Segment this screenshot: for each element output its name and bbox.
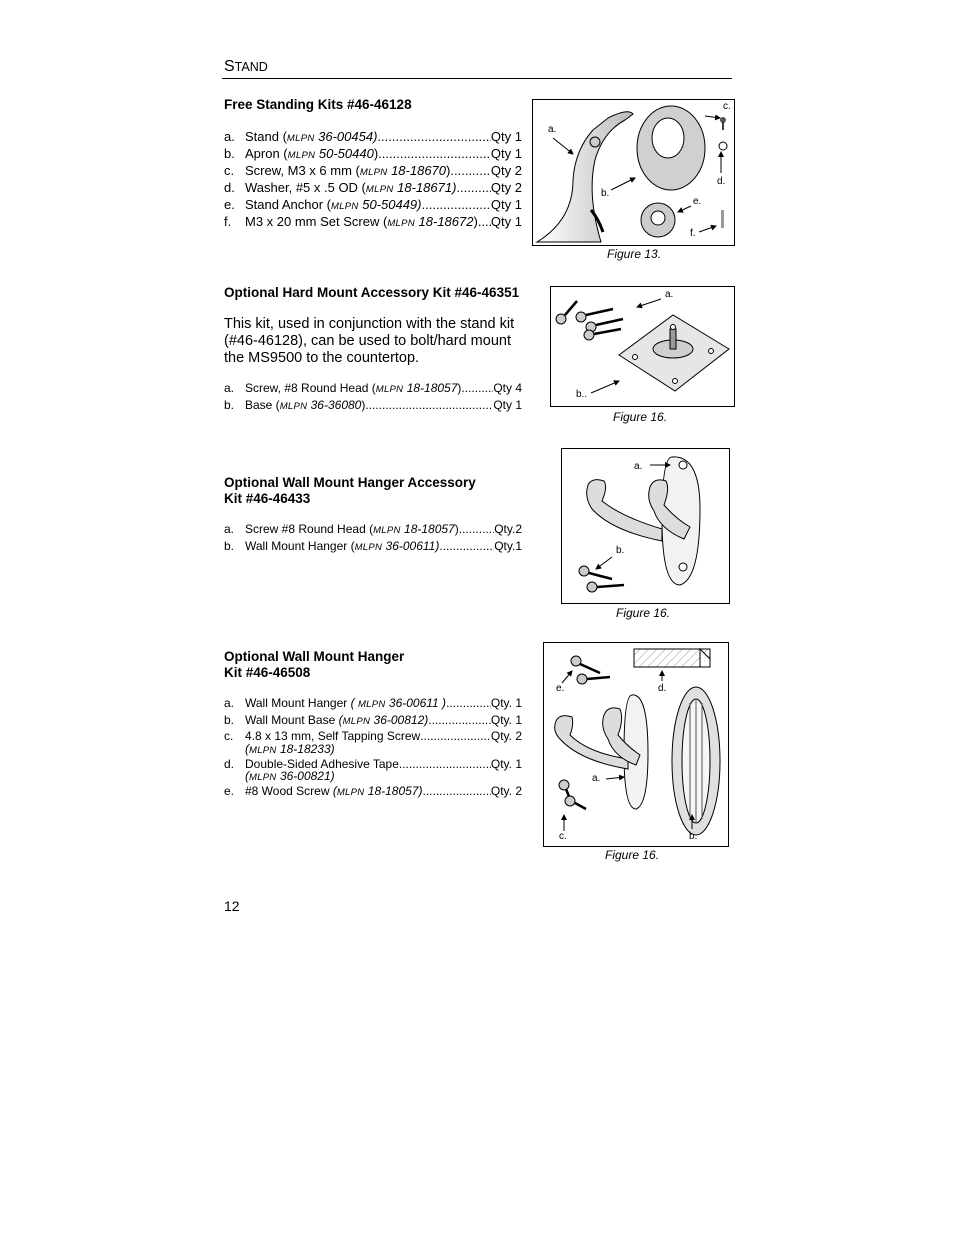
leader-dots <box>439 539 494 554</box>
part-paren: ) <box>373 146 379 161</box>
part-description <box>245 784 422 801</box>
leader-dots <box>446 696 491 711</box>
part-name: Screw, #8 Round Head ( <box>245 381 376 395</box>
part-qty: Qty 1 <box>490 197 522 212</box>
fig13-label-b: b. <box>601 188 610 199</box>
leader-dots <box>378 146 491 161</box>
part-mlpn-label: MLPN <box>387 218 415 229</box>
part-description <box>245 696 446 713</box>
part-name: Wall Mount Hanger <box>245 696 351 710</box>
part-row <box>224 197 522 214</box>
part-paren: ( <box>245 769 249 783</box>
part-mlpn-label: MLPN <box>286 133 315 144</box>
part-name: Double-Sided Adhesive Tape <box>245 756 399 771</box>
part-number: 18-18672 <box>414 214 474 229</box>
part-number: 50-50449) <box>358 197 422 212</box>
fig13-label-f: f. <box>690 228 696 239</box>
part-number: 36-00611 ) <box>385 696 447 710</box>
leader-dots <box>422 784 490 799</box>
figure-16-wall-hanger-kit-caption: Figure 16. <box>605 848 660 862</box>
part-row <box>224 713 522 730</box>
page-number: 12 <box>224 898 240 914</box>
section2-parts-list <box>224 381 522 414</box>
part-description <box>245 381 461 398</box>
part-letter: a. <box>224 381 235 395</box>
wall-hanger-illustration <box>562 449 729 603</box>
part-mlpn-label: MLPN <box>373 525 401 536</box>
part-number-line <box>224 743 522 757</box>
part-row <box>224 539 522 556</box>
fig16a-label-a: a. <box>665 289 674 300</box>
header-rule <box>222 78 732 79</box>
figure-16-hard-mount-caption: Figure 16. <box>613 410 668 424</box>
stand-joint <box>590 137 600 147</box>
part-number-line <box>224 770 522 784</box>
part-description <box>245 146 378 163</box>
part-description <box>245 539 439 556</box>
part-qty: Qty. 1 <box>490 712 522 727</box>
fig16c-label-e: e. <box>556 683 565 694</box>
part-name: Stand ( <box>245 129 287 144</box>
figure-16-wall-hanger <box>561 448 730 604</box>
part-row <box>224 522 522 539</box>
part-mlpn-label: MLPN <box>279 400 308 412</box>
part-letter: a. <box>224 522 235 536</box>
part-paren: ( <box>338 712 343 727</box>
part-mlpn-label: MLPN <box>342 715 371 727</box>
part-description <box>245 197 422 214</box>
fig16c-label-a: a. <box>592 773 601 784</box>
part-paren: ( <box>245 741 249 756</box>
part-number: 18-18671) <box>393 180 457 195</box>
fig16a-label-b: b.. <box>576 389 588 400</box>
part-number: 18-18670 <box>387 163 447 178</box>
part-letter: c. <box>224 729 234 743</box>
part-qty: Qty 4 <box>493 381 522 395</box>
part-row <box>224 180 522 197</box>
part-mlpn-label: MLPN <box>359 167 388 178</box>
part-row <box>224 757 522 772</box>
part-paren: ) <box>454 522 459 536</box>
part-mlpn-label: MLPN <box>249 744 277 756</box>
part-row <box>224 784 522 801</box>
part-paren: ). <box>473 214 482 229</box>
leader-dots <box>461 381 493 396</box>
fig13-label-a: a. <box>548 124 557 135</box>
part-letter: a. <box>224 129 235 144</box>
part-name: Apron ( <box>245 146 288 161</box>
part-number: 18-18057 <box>400 522 455 536</box>
part-qty: Qty 2 <box>490 163 522 178</box>
part-qty: Qty 1 <box>490 129 522 144</box>
round-head-screws <box>556 301 623 340</box>
part-paren: ( <box>332 784 337 798</box>
part-letter: b. <box>224 397 235 412</box>
part-number: 18-18057) <box>364 784 423 798</box>
part-letter: b. <box>224 146 235 161</box>
fig13-label-d: d. <box>717 176 726 187</box>
set-screw-f <box>721 210 724 228</box>
part-paren: ) <box>446 163 451 178</box>
part-letter: a. <box>224 696 235 710</box>
section1-parts-list <box>224 129 522 231</box>
part-qty: Qty.2 <box>494 522 522 536</box>
part-mlpn-label: MLPN <box>287 150 316 161</box>
part-number: 36-00821) <box>276 769 335 783</box>
apron-window <box>652 118 684 158</box>
section2-description: This kit, used in conjunction with the stand kit (#46-46128), can be used to bolt/hard mount the MS9500 to the countertop. <box>224 316 515 366</box>
part-name: Screw #8 Round Head ( <box>245 522 374 536</box>
part-mlpn-label: MLPN <box>375 384 404 395</box>
part-mlpn-label: MLPN <box>336 787 365 798</box>
hanger-screws <box>579 566 624 592</box>
wood-screws <box>559 780 586 809</box>
part-description <box>245 129 377 146</box>
figure-13 <box>532 99 735 246</box>
part-letter: e. <box>224 197 235 212</box>
part-qty: Qty. 2 <box>490 784 522 798</box>
figure-16-hard-mount <box>550 286 735 407</box>
leader-dots <box>456 180 491 195</box>
part-qty: Qty 1 <box>493 397 522 412</box>
part-number: 50-50440 <box>315 146 374 161</box>
leader-dots <box>459 522 494 537</box>
leader-dots <box>450 163 491 178</box>
hard-mount-illustration <box>551 287 734 406</box>
part-row <box>224 163 522 180</box>
part-mlpn-label: MLPN <box>354 541 383 553</box>
fig13-label-e: e. <box>693 196 702 207</box>
stand-kit-illustration <box>533 100 734 245</box>
leader-dots <box>399 757 491 772</box>
part-name: 4.8 x 13 mm, Self Tapping Screw <box>245 729 421 743</box>
leader-dots <box>377 129 491 144</box>
part-paren: ( <box>350 696 358 710</box>
part-name: #8 Wood Screw <box>245 784 333 798</box>
part-qty: Qty. 1 <box>490 756 522 771</box>
part-row <box>224 214 522 231</box>
part-description <box>245 180 456 197</box>
part-qty: Qty. 1 <box>490 696 522 710</box>
leader-dots <box>365 398 493 413</box>
part-letter: b. <box>224 712 235 727</box>
fig16c-label-b: b. <box>689 831 698 842</box>
part-row <box>224 729 522 744</box>
base-stud <box>670 329 676 349</box>
section1-heading: Free Standing Kits #46-46128 <box>224 97 412 112</box>
part-name: Base ( <box>245 397 280 412</box>
part-number: 18-18057 <box>403 381 458 395</box>
fig16c-label-d: d. <box>658 683 667 694</box>
fig16c-label-c: c. <box>559 831 567 842</box>
part-letter: b. <box>224 538 235 553</box>
part-name: Wall Mount Base <box>245 712 339 727</box>
fig13-label-c: c. <box>723 101 731 112</box>
adhesive-tape <box>634 649 710 667</box>
part-letter: e. <box>224 784 235 798</box>
leader-dots <box>428 713 491 728</box>
part-description <box>245 398 365 415</box>
part-row <box>224 381 522 398</box>
section3-parts-list <box>224 522 522 555</box>
part-row <box>224 146 522 163</box>
part-name: Washer, #5 x .5 OD ( <box>245 180 366 195</box>
part-description <box>245 522 459 539</box>
self-tapping-screws <box>571 656 610 684</box>
fig16b-label-a: a. <box>634 461 643 472</box>
part-qty: Qty 1 <box>490 146 522 161</box>
figure-16-wall-hanger-kit <box>543 642 729 847</box>
stand-anchor-hole <box>651 211 665 225</box>
part-number: 36-00454) <box>314 129 378 144</box>
part-description <box>245 713 428 730</box>
part-name: Stand Anchor ( <box>245 197 331 212</box>
section4-heading: Optional Wall Mount Hanger Kit #46-46508 <box>224 649 405 680</box>
fig16b-label-b: b. <box>616 545 625 556</box>
part-qty: Qty. 2 <box>490 729 522 743</box>
part-description <box>245 214 481 231</box>
part-number: 36-00611) <box>382 538 440 553</box>
figure-16-wall-hanger-caption: Figure 16. <box>616 606 671 620</box>
leader-dots <box>422 197 491 212</box>
part-row <box>224 696 522 713</box>
leader-dots <box>481 214 490 229</box>
washer-d <box>719 142 727 150</box>
section2-heading: Optional Hard Mount Accessory Kit #46-46351 <box>224 285 520 300</box>
part-letter: d. <box>224 756 235 771</box>
page-title: STAND <box>224 58 268 75</box>
section3-heading: Optional Wall Mount Hanger Accessory Kit #46-46433 <box>224 475 476 506</box>
part-number: 36-36080 <box>307 397 362 412</box>
part-mlpn-label: MLPN <box>249 772 277 783</box>
part-mlpn-label: MLPN <box>357 699 386 710</box>
wall-hanger-kit-illustration <box>544 643 728 846</box>
part-row <box>224 398 522 415</box>
part-letter: d. <box>224 180 235 195</box>
part-description <box>245 163 450 180</box>
part-number: 36-00812) <box>370 712 429 727</box>
part-letter: f. <box>224 214 232 229</box>
figure-13-caption: Figure 13. <box>607 247 662 261</box>
part-qty: Qty 2 <box>490 180 522 195</box>
part-qty: Qty.1 <box>494 538 522 553</box>
part-letter: c. <box>224 163 235 178</box>
part-name: M3 x 20 mm Set Screw ( <box>245 214 388 229</box>
part-paren: ) <box>457 381 462 395</box>
part-paren: ) <box>361 397 366 412</box>
section4-parts-list <box>224 696 522 801</box>
part-number: 18-18233) <box>276 741 335 756</box>
part-name: Screw, M3 x 6 mm ( <box>245 163 360 178</box>
part-name: Wall Mount Hanger ( <box>245 538 355 553</box>
part-row <box>224 129 522 146</box>
leader-dots <box>420 729 491 744</box>
part-qty: Qty 1 <box>490 214 522 229</box>
part-mlpn-label: MLPN <box>331 201 359 212</box>
part-mlpn-label: MLPN <box>365 184 394 195</box>
